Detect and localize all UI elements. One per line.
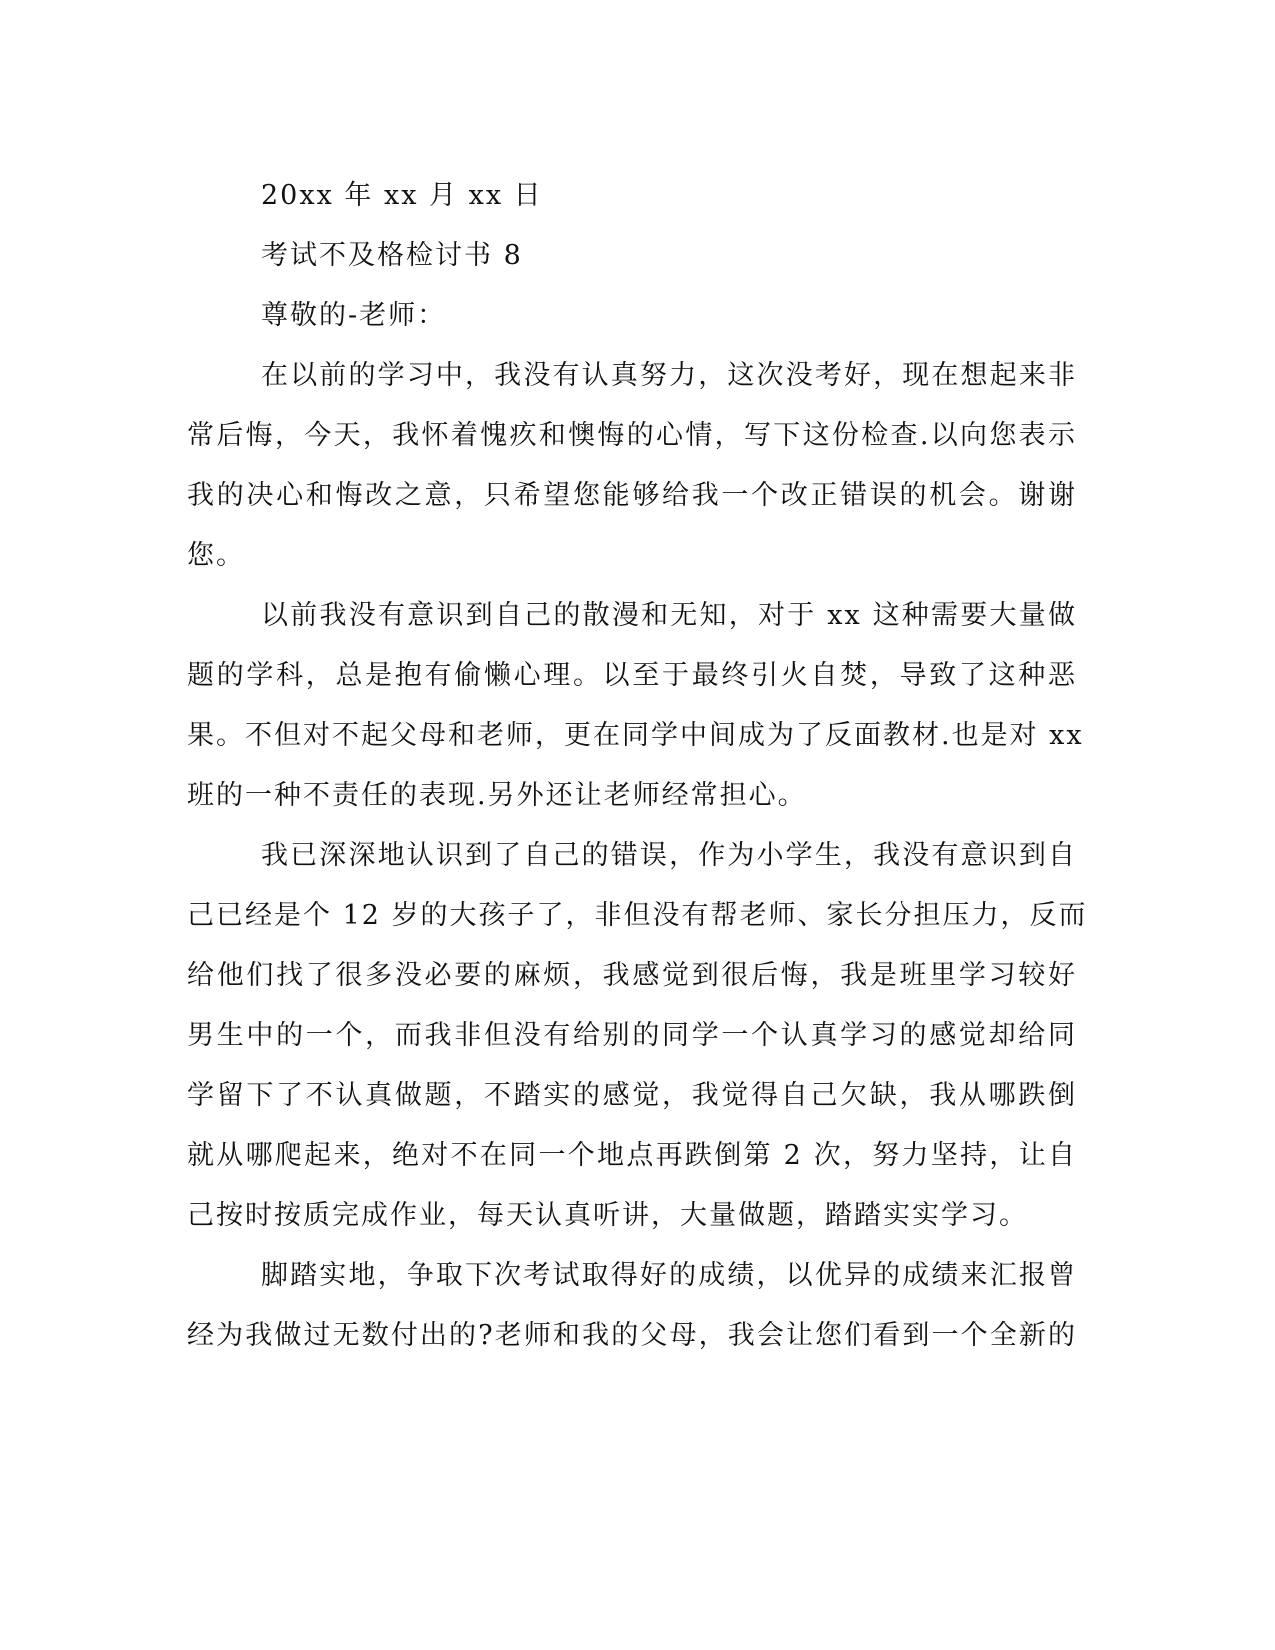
paragraph-line: 我的决心和悔改之意，只希望您能够给我一个改正错误的机会。谢谢 bbox=[187, 480, 1077, 511]
paragraph-line: 就从哪爬起来，绝对不在同一个地点再跌倒第 2 次，努力坚持，让自 bbox=[187, 1140, 1077, 1171]
paragraph-line: 己按时按质完成作业，每天认真听讲，大量做题，踏踏实实学习。 bbox=[187, 1200, 1028, 1231]
paragraph-line: 己已经是个 12 岁的大孩子了，非但没有帮老师、家长分担压力，反而 bbox=[187, 900, 1088, 931]
salutation: 尊敬的-老师： bbox=[261, 300, 447, 331]
date-line: 20xx 年 xx 月 xx 日 bbox=[261, 180, 543, 211]
paragraph-line: 您。 bbox=[187, 540, 245, 571]
paragraph-line: 以前我没有意识到自己的散漫和无知，对于 xx 这种需要大量做 bbox=[261, 600, 1077, 631]
paragraph-line: 在以前的学习中，我没有认真努力，这次没考好，现在想起来非 bbox=[261, 360, 1077, 391]
paragraph-line: 男生中的一个，而我非但没有给别的同学一个认真学习的感觉却给同 bbox=[187, 1020, 1077, 1051]
paragraph-line: 经为我做过无数付出的?老师和我的父母，我会让您们看到一个全新的 bbox=[187, 1320, 1077, 1351]
paragraph-line: 脚踏实地，争取下次考试取得好的成绩，以优异的成绩来汇报曾 bbox=[261, 1260, 1077, 1291]
paragraph-line: 果。不但对不起父母和老师，更在同学中间成为了反面教材.也是对 xx bbox=[187, 720, 1084, 751]
paragraph-line: 题的学科，总是抱有偷懒心理。以至于最终引火自焚，导致了这种恶 bbox=[187, 660, 1077, 691]
paragraph-3 bbox=[187, 826, 1088, 1246]
paragraph-4 bbox=[187, 1246, 1077, 1366]
paragraph-1 bbox=[187, 346, 1077, 586]
document-title: 考试不及格检讨书 8 bbox=[261, 240, 523, 271]
paragraph-line: 给他们找了很多没必要的麻烦，我感觉到很后悔，我是班里学习较好 bbox=[187, 960, 1077, 991]
paragraph-line: 我已深深地认识到了自己的错误，作为小学生，我没有意识到自 bbox=[261, 840, 1077, 871]
paragraph-2 bbox=[187, 586, 1084, 826]
document-body bbox=[187, 166, 1088, 1366]
paragraph-line: 班的一种不责任的表现.另外还让老师经常担心。 bbox=[187, 780, 807, 811]
paragraph-line: 常后悔，今天，我怀着愧疚和懊悔的心情，写下这份检查.以向您表示 bbox=[187, 420, 1077, 451]
paragraph-line: 学留下了不认真做题，不踏实的感觉，我觉得自己欠缺，我从哪跌倒 bbox=[187, 1080, 1077, 1111]
